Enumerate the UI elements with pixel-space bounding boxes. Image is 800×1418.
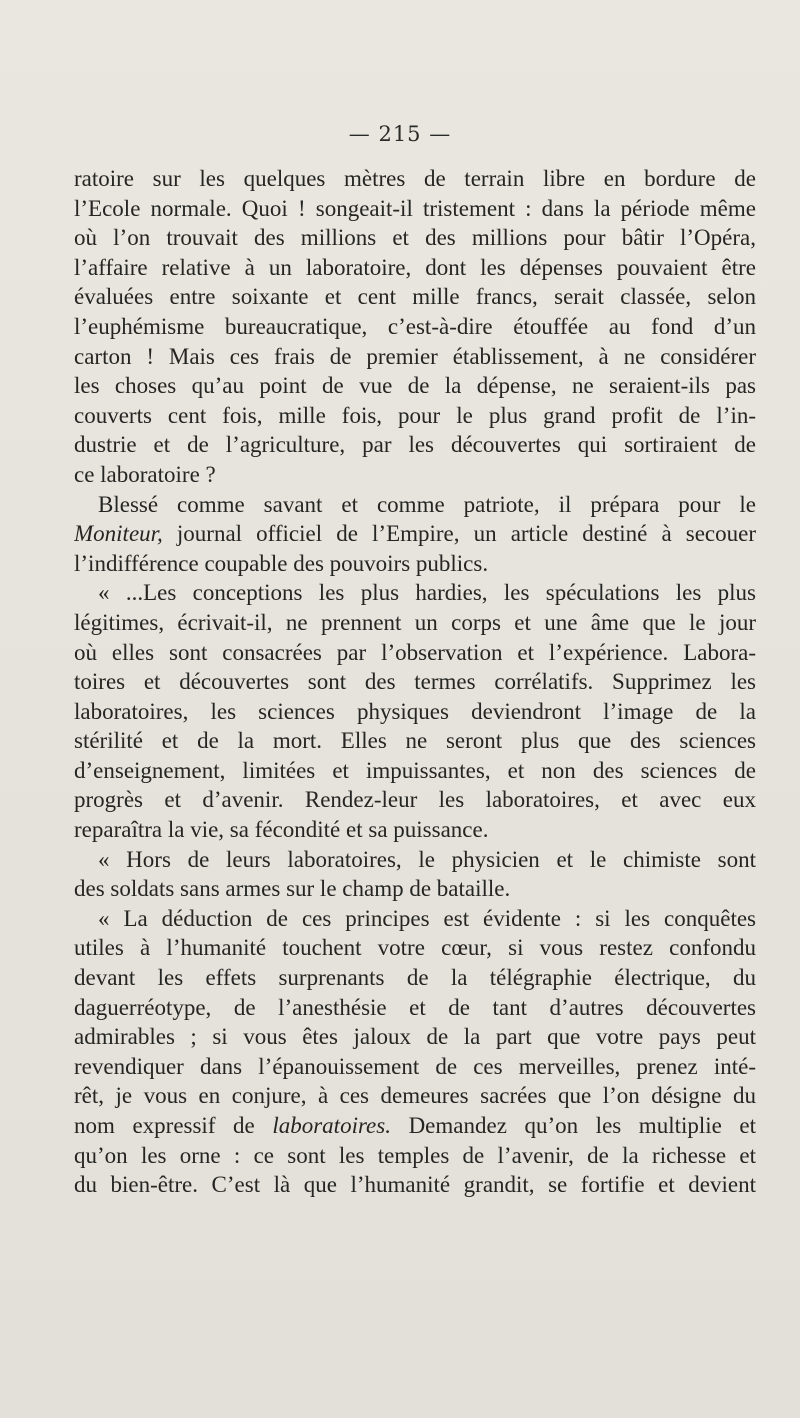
text-line: l’indifférence coupable des pouvoirs publics. xyxy=(74,550,489,576)
italic-laboratoires: laboratoires. xyxy=(272,1113,391,1138)
text-line: revendiquer dans l’épanouissement de ces merveilles, prenez inté- xyxy=(74,1053,756,1079)
text-line: ratoire sur les quelques mètres de terrain libre en bordure de xyxy=(74,166,756,191)
text-line: couverts cent fois, mille fois, pour le plus grand profit de l’in- xyxy=(74,402,756,428)
text-line: « ...Les conceptions les plus hardies, les spéculations les plus xyxy=(98,580,756,606)
text-line xyxy=(74,1111,756,1141)
italic-moniteur: Moniteur, xyxy=(74,521,163,547)
body-text xyxy=(74,164,756,1200)
text-line: « Hors de leurs laboratoires, le physicien et le chimiste sont xyxy=(98,846,756,872)
text-line: l’euphémisme bureaucratique, c’est-à-dire étouffée au fond d’un xyxy=(74,313,756,339)
text-line: progrès et d’avenir. Rendez-leur les laboratoires, et avec eux xyxy=(74,787,756,813)
text-line xyxy=(74,519,756,549)
text-line: devant les effets surprenants de la télégraphie électrique, du xyxy=(74,965,756,991)
text-line: toires et découvertes sont des termes corrélatifs. Supprimez les xyxy=(74,669,756,695)
text-line-rest: journal officiel de l’Empire, un article destiné à secouer xyxy=(176,521,756,547)
text-line: laboratoires, les sciences physiques deviendront l’image de la xyxy=(74,698,756,724)
text-line: stérilité et de la mort. Elles ne seront plus que des sciences xyxy=(74,728,756,754)
text-line: ce laboratoire ? xyxy=(74,461,216,487)
text-line: reparaîtra la vie, sa fécondité et sa puissance. xyxy=(74,817,489,843)
text-line: où elles sont consacrées par l’observation et l’expérience. Labora- xyxy=(74,639,756,665)
text-line: Blessé comme savant et comme patriote, il prépara pour le xyxy=(98,491,756,517)
text-line: évaluées entre soixante et cent mille francs, serait classée, selon xyxy=(74,284,756,310)
text-line-start: nom expressif de xyxy=(74,1113,255,1138)
text-line: carton ! Mais ces frais de premier établissement, à ne considérer xyxy=(74,343,756,369)
text-line: rêt, je vous en conjure, à ces demeures sacrées que l’on désigne du xyxy=(74,1083,756,1109)
text-line: admirables ; si vous êtes jaloux de la part que votre pays peut xyxy=(74,1024,756,1050)
page-number-header: — 215 — xyxy=(348,122,452,146)
text-line: des soldats sans armes sur le champ de bataille. xyxy=(74,876,511,902)
text-line: du bien-être. C’est là que l’humanité grandit, se fortifie et devient xyxy=(74,1172,756,1198)
text-line: qu’on les orne : ce sont les temples de l’avenir, de la richesse et xyxy=(74,1142,756,1168)
text-line: daguerréotype, de l’anesthésie et de tant d’autres découvertes xyxy=(74,994,756,1020)
text-line: utiles à l’humanité touchent votre cœur, si vous restez confondu xyxy=(74,935,756,961)
text-line: où l’on trouvait des millions et des millions pour bâtir l’Opéra, xyxy=(74,225,756,251)
text-line-rest: Demandez qu’on les multiplie et xyxy=(408,1113,756,1138)
text-line: dustrie et de l’agriculture, par les découvertes qui sortiraient de xyxy=(74,432,756,458)
text-line: d’enseignement, limitées et impuissantes, et non des sciences de xyxy=(74,757,756,783)
text-line: l’affaire relative à un laboratoire, dont les dépenses pouvaient être xyxy=(74,254,756,280)
text-line: l’Ecole normale. Quoi ! songeait-il tristement : dans la période même xyxy=(74,195,756,221)
text-line: « La déduction de ces principes est évidente : si les conquêtes xyxy=(98,905,756,931)
text-line: les choses qu’au point de vue de la dépense, ne seraient-ils pas xyxy=(74,373,756,399)
text-line: légitimes, écrivait-il, ne prennent un corps et une âme que le jour xyxy=(74,609,756,635)
